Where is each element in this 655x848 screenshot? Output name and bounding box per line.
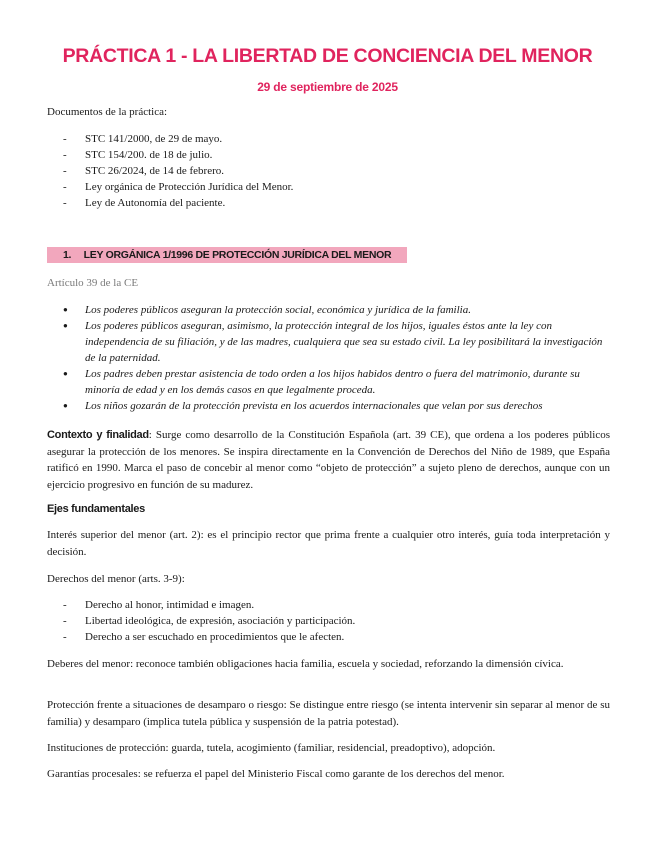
context-paragraph bbox=[47, 427, 610, 493]
list-item: ● Los niños gozarán de la protección prevista en los acuerdos internacionales que velan por sus derechos bbox=[47, 398, 610, 414]
list-item: - Derecho a ser escuchado en procedimientos que le afecten. bbox=[47, 629, 355, 645]
article-label: Artículo 39 de la CE bbox=[47, 277, 139, 289]
list-item: - STC 26/2024, de 14 de febrero. bbox=[47, 163, 293, 179]
documents-heading: Documentos de la práctica: bbox=[47, 106, 168, 118]
derechos-list bbox=[47, 597, 355, 645]
list-item: - STC 141/2000, de 29 de mayo. bbox=[47, 131, 293, 147]
garantias-paragraph: Garantías procesales: se refuerza el papel del Ministerio Fiscal como garante de los derechos del menor. bbox=[47, 768, 505, 780]
ejes-heading: Ejes fundamentales bbox=[47, 503, 145, 515]
section-heading bbox=[47, 247, 407, 263]
derechos-heading: Derechos del menor (arts. 3-9): bbox=[47, 573, 185, 585]
interes-paragraph: Interés superior del menor (art. 2): es el principio rector que prima frente a cualquier otro interés, guía toda interpretación y decisión. bbox=[47, 529, 610, 558]
context-text: : Surge como desarrollo de la Constitución Española (art. 39 CE), que ordena a los poderes públicos asegurar la protección de los menores. Se inspira directamente en la Convención de Derechos del Niño de 1989, que España ratificó en 1990. Marca el paso de concebir al menor como “objeto de protección” a sujeto pleno de derechos, aunque con un ejercicio progresivo en función de su madurez. bbox=[47, 429, 611, 491]
article-list bbox=[47, 302, 610, 414]
list-item: - Ley orgánica de Protección Jurídica del Menor. bbox=[47, 179, 293, 195]
list-item: ● Los padres deben prestar asistencia de todo orden a los hijos habidos dentro o fuera del matrimonio, durante su minoría de edad y en los demás casos en que legalmente proceda. bbox=[47, 366, 610, 398]
list-item: - Libertad ideológica, de expresión, asociación y participación. bbox=[47, 613, 355, 629]
list-item: ● Los poderes públicos aseguran, asimismo, la protección integral de los hijos, iguales éstos ante la ley con independencia de su filiación, y de las madres, cualquiera que sea su estado civil. La ley posibilitará la investigación de la paternidad. bbox=[47, 318, 610, 366]
list-item: - STC 154/200. de 18 de julio. bbox=[47, 147, 293, 163]
deberes-paragraph: Deberes del menor: reconoce también obligaciones hacia familia, escuela y sociedad, reforzando la dimensión cívica. bbox=[47, 658, 564, 670]
section-number: 1. bbox=[63, 249, 72, 261]
context-label: Contexto y finalidad bbox=[47, 429, 149, 441]
list-item: - Derecho al honor, intimidad e imagen. bbox=[47, 597, 355, 613]
page-date: 29 de septiembre de 2025 bbox=[257, 80, 398, 94]
documents-list bbox=[47, 131, 293, 211]
page-title: PRÁCTICA 1 - LA LIBERTAD DE CONCIENCIA DEL MENOR bbox=[62, 45, 593, 67]
list-item: ● Los poderes públicos aseguran la protección social, económica y jurídica de la familia. bbox=[47, 302, 610, 318]
proteccion-paragraph: Protección frente a situaciones de desamparo o riesgo: Se distingue entre riesgo (se intenta intervenir sin separar al menor de su familia) y desamparo (implica tutela pública y suspensión de la patria potestad). bbox=[47, 699, 610, 728]
list-item: - Ley de Autonomía del paciente. bbox=[47, 195, 293, 211]
instituciones-paragraph: Instituciones de protección: guarda, tutela, acogimiento (familiar, residencial, preadoptivo), adopción. bbox=[47, 742, 496, 754]
section-title: LEY ORGÁNICA 1/1996 DE PROTECCIÓN JURÍDICA DEL MENOR bbox=[83, 249, 392, 261]
